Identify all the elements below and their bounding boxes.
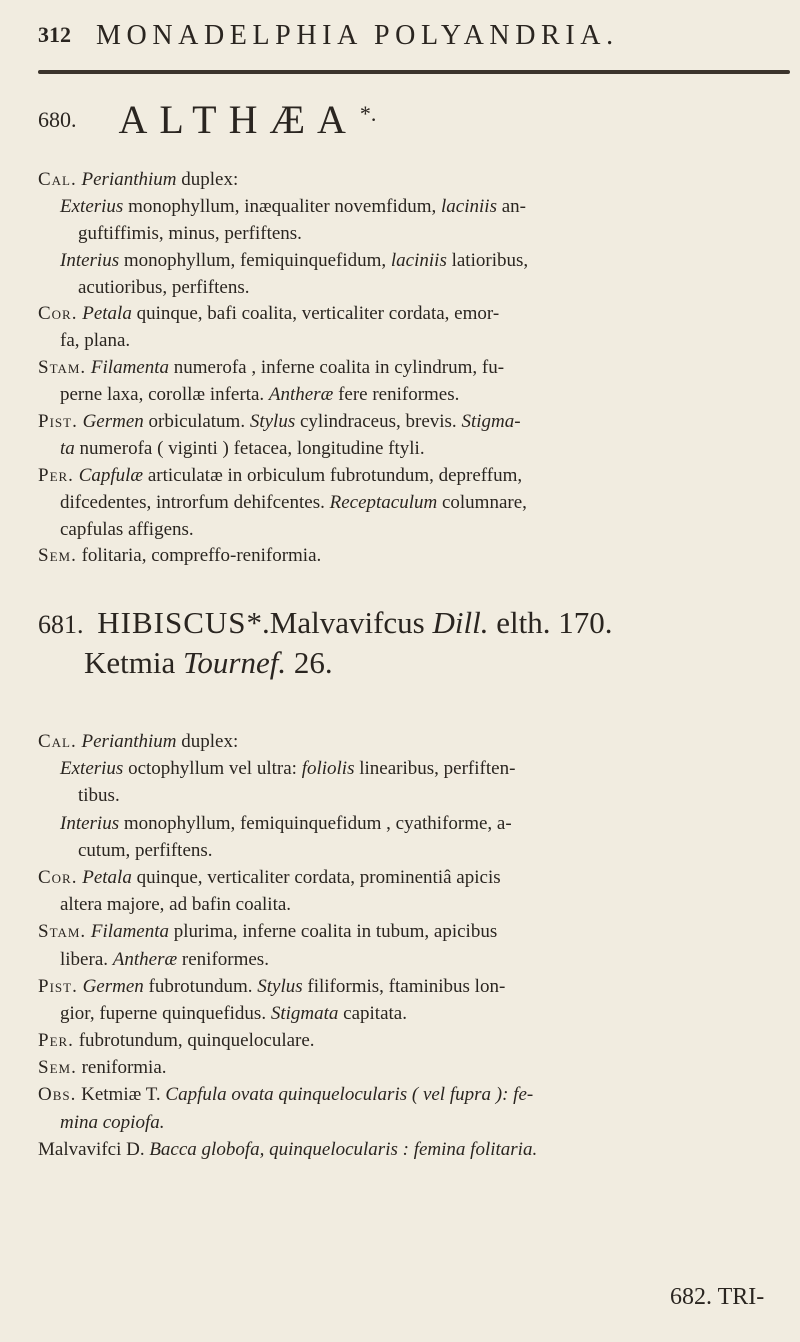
text-run: foliolis <box>301 758 355 780</box>
text-run: Receptaculum <box>329 491 438 513</box>
text-line <box>38 221 788 248</box>
text-line <box>38 755 788 782</box>
text-run: an- <box>496 195 526 217</box>
text-run: cylindraceus, brevis. <box>295 411 462 433</box>
text-run: Germen <box>82 411 144 433</box>
text-line <box>38 301 788 328</box>
text-line <box>38 382 788 409</box>
text-line <box>38 543 788 570</box>
text-run: gior, fuperne quinquefidus. <box>60 1002 271 1024</box>
catchword: 682. TRI- <box>670 1284 765 1310</box>
text-line <box>38 891 788 918</box>
text-run: Exterius <box>60 758 124 780</box>
header-rule <box>38 70 790 74</box>
text-line <box>38 728 788 755</box>
entry-681-line-2 <box>84 644 333 682</box>
text-run: fubrotundum, quinqueloculare. <box>73 1030 315 1052</box>
text-line <box>38 490 788 517</box>
text-run: mina copiofa. <box>60 1111 165 1133</box>
text-line <box>38 918 788 945</box>
text-run: ta <box>60 437 75 459</box>
text-line <box>38 248 788 275</box>
text-run: latioribus, <box>446 249 529 271</box>
text-run: Filamenta <box>90 921 170 943</box>
entry-681-heading <box>38 604 613 680</box>
section-label: Obs. <box>38 1084 77 1106</box>
text-run: Stylus <box>249 411 296 433</box>
text-run: octophyllum vel ultra: <box>123 758 302 780</box>
star-mark: *. <box>359 101 377 126</box>
text-run: monophyllum, femiquinquefidum , cyathiforme, a- <box>119 812 512 834</box>
text-run: Perianthium <box>81 169 177 190</box>
text-run: Stylus <box>257 975 303 997</box>
text-run: acutioribus, perfiftens. <box>78 276 250 298</box>
text-run: columnare, <box>437 491 527 513</box>
text-run: Interius <box>60 249 120 271</box>
text-line <box>38 1054 788 1081</box>
text-run: reniformes. <box>177 948 269 970</box>
text-line <box>38 436 788 463</box>
text-run: Interius <box>60 812 120 834</box>
text-line <box>38 837 788 864</box>
text-run: capitata. <box>338 1002 407 1024</box>
genus-name: HIBISCUS <box>97 605 247 640</box>
section-label: Cor. <box>38 303 78 325</box>
text-line <box>38 810 788 837</box>
section-label: Stam. <box>38 357 87 379</box>
section-label: Cal. <box>38 169 77 190</box>
running-head: MONADELPHIA POLYANDRIA. <box>96 20 619 51</box>
text-run: Bacca globofa, quinquelocularis : femina folitaria. <box>149 1138 538 1160</box>
text-run: capfulas affigens. <box>60 518 194 540</box>
text-run: libera. <box>60 948 113 970</box>
text-run: Malvavifci D. <box>38 1138 150 1160</box>
text-run: Antheræ <box>112 948 178 970</box>
text-run: Capfula ovata quinquelocularis ( vel fupra ): fe- <box>165 1084 534 1106</box>
text-run: perne laxa, corollæ inferta. <box>60 384 269 406</box>
text-run: quinque, bafi coalita, verticaliter cordata, emor- <box>131 303 500 325</box>
text-run: duplex: <box>176 169 239 190</box>
text-run: Petala <box>82 866 132 888</box>
entry-681-description <box>38 728 788 1163</box>
text-run: laciniis <box>390 249 447 271</box>
text-line <box>38 1027 788 1054</box>
text-run: articulatæ in orbiculum fubrotundum, depreffum, <box>143 464 523 486</box>
author-abbrev: Tournef. <box>183 645 287 680</box>
text-line <box>38 517 788 544</box>
entry-number: 680. <box>38 107 77 132</box>
text-run: quinque, verticaliter cordata, prominentiâ apicis <box>131 866 501 888</box>
text-run: plurima, inferne coalita in tubum, apicibus <box>169 921 498 943</box>
text-run: fubrotundum. <box>143 975 258 997</box>
section-label: Stam. <box>38 921 87 943</box>
synonym: *.Malvavifcus <box>246 605 425 640</box>
text-run: filiformis, ftaminibus lon- <box>302 975 506 997</box>
text-run: Stigma- <box>461 411 521 433</box>
text-run: monophyllum, inæqualiter novemfidum, <box>123 195 442 217</box>
text-run: monophyllum, femiquinquefidum, <box>119 249 391 271</box>
text-run: fa, plana. <box>60 330 131 352</box>
text-run: Germen <box>82 975 144 997</box>
section-label: Sem. <box>38 545 77 567</box>
text-line <box>38 946 788 973</box>
text-line <box>38 328 788 355</box>
author-abbrev: Dill. <box>432 605 489 640</box>
entry-number: 681. <box>38 610 84 639</box>
section-label: Pist. <box>38 975 78 997</box>
text-run: reniformia. <box>76 1057 167 1079</box>
text-run: laciniis <box>441 195 497 217</box>
entry-680-description <box>38 167 788 570</box>
entry-680-heading <box>38 96 376 143</box>
text-run: Stigmata <box>270 1002 339 1024</box>
text-line <box>38 194 788 221</box>
text-run: Exterius <box>60 195 124 217</box>
genus-name: ALTHÆA <box>118 97 358 142</box>
reference: 26. <box>293 645 333 680</box>
text-line <box>38 1000 788 1027</box>
page-number: 312 <box>38 22 71 47</box>
text-run: Capfulæ <box>78 464 144 486</box>
text-run: orbiculatum. <box>143 411 250 433</box>
text-run: altera majore, ad bafin coalita. <box>60 894 292 916</box>
text-run: folitaria, compreffo-reniformia. <box>76 545 322 567</box>
text-line <box>38 463 788 490</box>
text-run: Perianthium <box>81 731 177 752</box>
text-run: Ketmiæ T. <box>76 1084 166 1106</box>
text-run: duplex: <box>176 731 239 752</box>
text-line <box>38 275 788 302</box>
text-line <box>38 167 788 194</box>
text-run: linearibus, perfiften- <box>354 758 516 780</box>
section-label: Cor. <box>38 866 78 888</box>
synonym: Ketmia <box>84 645 176 680</box>
section-label: Cal. <box>38 731 77 752</box>
section-label: Pist. <box>38 411 78 433</box>
text-run: guftiffimis, minus, perfiftens. <box>78 222 302 244</box>
text-run: numerofa ( viginti ) fetacea, longitudine ftyli. <box>74 437 425 459</box>
section-label: Sem. <box>38 1057 77 1079</box>
text-line <box>38 973 788 1000</box>
text-run: numerofa , inferne coalita in cylindrum, fu- <box>169 357 505 379</box>
section-label: Per. <box>38 1030 74 1052</box>
text-line <box>38 355 788 382</box>
text-line <box>38 409 788 436</box>
reference: elth. 170. <box>496 605 613 640</box>
text-run: tibus. <box>78 785 120 807</box>
text-run: Antheræ <box>268 384 334 406</box>
text-run: cutum, perfiftens. <box>78 839 213 861</box>
text-run: fere reniformes. <box>333 384 460 406</box>
text-line <box>38 864 788 891</box>
entry-681-line-1 <box>38 604 612 644</box>
text-run: Petala <box>82 303 132 325</box>
text-line <box>38 1109 788 1136</box>
text-line <box>38 782 788 809</box>
text-line <box>38 1136 788 1163</box>
page-header <box>38 16 778 60</box>
text-run: difcedentes, introrfum dehifcentes. <box>60 491 330 513</box>
section-label: Per. <box>38 464 74 486</box>
text-line <box>38 1081 788 1108</box>
text-run: Filamenta <box>90 357 170 379</box>
